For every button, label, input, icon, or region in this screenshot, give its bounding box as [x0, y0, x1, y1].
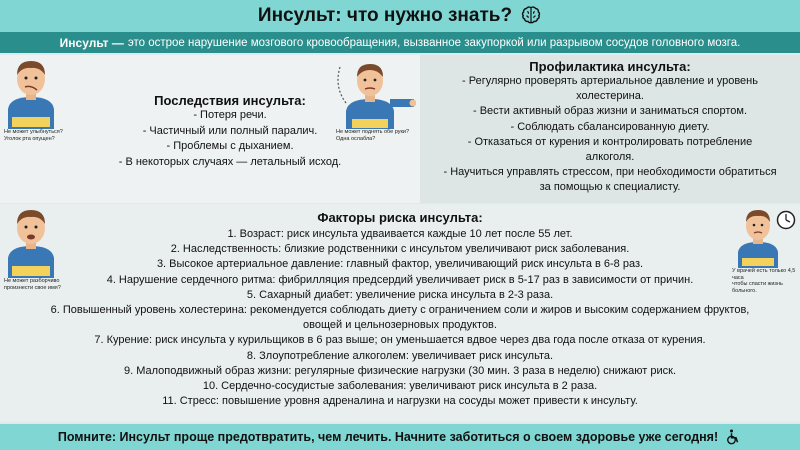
risk-line: 8. Злоупотребление алкоголем: увеличивает риск инсульта.	[246, 349, 554, 362]
risk-line: 5. Сахарный диабет: увеличение риска инсульта в 2-3 раза.	[246, 288, 554, 301]
face-droop-figure	[4, 57, 58, 129]
prevention-line: - Отказаться от курения и контролировать потребление	[467, 135, 753, 148]
clock-time-figure	[736, 206, 796, 268]
prevention-line: за помощью к специалисту.	[539, 181, 681, 194]
brain-icon	[520, 5, 542, 27]
prevention-title: Профилактика инсульта:	[529, 59, 691, 74]
consequence-item: - Проблемы с дыханием.	[166, 140, 294, 152]
footer-bar	[0, 424, 800, 450]
prevention-line: алкоголя.	[585, 151, 635, 164]
risk-line: 1. Возраст: риск инсульта удваивается каждые 10 лет после 55 лет.	[227, 228, 573, 240]
footer-text: Помните: Инсульт проще предотвратить, чем лечить. Начните заботиться о своем здоровье уже сегодня!	[57, 430, 719, 444]
consequence-item: - Потеря речи.	[193, 109, 267, 121]
risk-factors-text	[0, 210, 800, 409]
page-title: Инсульт: что нужно знать?	[257, 5, 513, 26]
risk-line: 9. Малоподвижный образ жизни: регулярные физические нагрузки (30 мин. 3 раза в неделю) снижают риск.	[123, 364, 677, 377]
figure-2-caption: Не может поднять обе руки? Одна ослабла?	[336, 129, 410, 142]
prevention-line: - Регулярно проверять артериальное давление и уровень	[462, 75, 758, 87]
definition-text: это острое нарушение мозгового кровообращения, вызванное закупоркой или разрывом сосудов головного мозга.	[127, 36, 741, 49]
figure-4-caption: У врачей есть только 4,5 часа чтобы спасти жизнь больного.	[732, 268, 796, 294]
definition-bar	[0, 32, 800, 53]
risk-line: 6. Повышенный уровень холестерина: рекомендуется соблюдать диету с ограничением соли и жиров и высоким содержанием фруктов,	[50, 304, 750, 317]
arm-weakness-figure	[332, 57, 416, 129]
figure-3-caption: Не может разборчиво произнести свое имя?	[4, 278, 61, 291]
risk-line: 4. Нарушение сердечного ритма: фибрилляция предсердий увеличивает риск в 5-17 раз в зависимости от причин.	[106, 273, 694, 286]
consequences-text	[100, 93, 360, 170]
risk-factors-panel	[0, 204, 800, 422]
consequence-item: - В некоторых случаях — летальный исход.	[118, 155, 342, 168]
prevention-line: - Соблюдать сбалансированную диету.	[510, 120, 710, 133]
prevention-panel	[420, 55, 800, 203]
risk-factors-title: Факторы риска инсульта:	[317, 210, 483, 225]
consequences-panel	[0, 55, 420, 203]
prevention-text	[420, 59, 800, 196]
risk-line: овощей и цельнозерновых продуктов.	[303, 319, 497, 332]
risk-line: 7. Курение: риск инсульта у курильщиков в 6 раз выше; он уменьшается вдвое через два года после отказа от курения.	[94, 334, 706, 347]
risk-line: 10. Сердечно-сосудистые заболевания: увеличивают риск инсульта в 2 раза.	[202, 380, 598, 393]
title-bar	[0, 0, 800, 32]
consequences-title: Последствия инсульта:	[154, 93, 306, 108]
risk-line: 3. Высокое артериальное давление: главный фактор, увеличивающий риск инсульта в 6-8 раз.	[156, 258, 644, 271]
definition-term: Инсульт —	[59, 35, 124, 50]
prevention-line: холестерина.	[576, 90, 644, 103]
prevention-line: - Вести активный образ жизни и заниматься спортом.	[472, 105, 748, 118]
risk-line: 2. Наследственность: близкие родственники с инсультом увеличивают риск заболевания.	[170, 243, 630, 256]
wheelchair-icon	[724, 428, 742, 446]
consequence-item: - Частичный или полный паралич.	[142, 124, 318, 137]
prevention-line: - Научиться управлять стрессом, при необходимости обратиться	[443, 166, 777, 179]
risk-line: 11. Стресс: повышение уровня адреналина и нагрузки на сосуды может привести к инсульту.	[162, 395, 638, 408]
figure-1-caption: Не может улыбнуться? Уголок рта опущен?	[4, 129, 63, 142]
